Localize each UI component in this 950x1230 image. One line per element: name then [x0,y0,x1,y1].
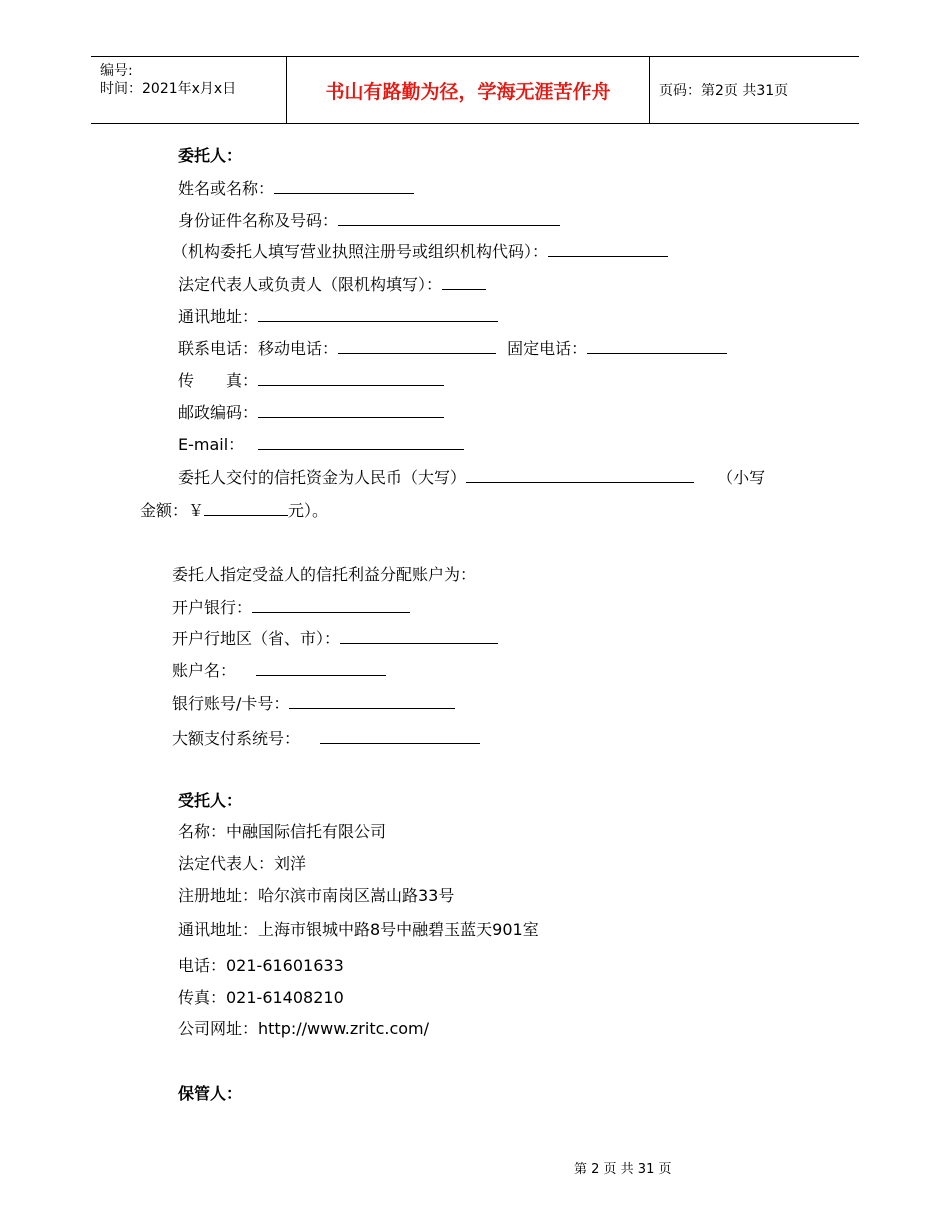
settlor-org-row [172,241,668,262]
settlor-fax-blank[interactable] [258,370,444,386]
beneficiary-bank-row [172,597,410,618]
beneficiary-intro: 委托人指定受益人的信托利益分配账户为： [172,565,477,584]
header-page-info: 页码：第2页 共31页 [659,83,789,99]
settlor-funds-blank[interactable] [466,467,694,483]
page-header [91,56,859,124]
header-meta-cell [91,57,287,123]
beneficiary-payment-system-row [172,728,480,749]
beneficiary-account-name-row [172,660,386,681]
settlor-amount-suffix: 元）。 [288,501,329,520]
settlor-org-note: （机构委托人填写营业执照注册号或组织机构代码）： [172,242,549,261]
settlor-legal-rep-blank[interactable] [442,274,486,290]
settlor-funds-label: 委托人交付的信托资金为人民币（大写） [178,468,467,487]
trustee-registered-address: 注册地址：哈尔滨市南岗区嵩山路33号 [178,886,455,905]
beneficiary-region-row [172,628,498,649]
trustee-heading: 受托人： [178,791,243,810]
settlor-legal-rep-row [178,274,486,295]
beneficiary-payment-system-label: 大额支付系统号： [172,729,301,748]
settlor-postcode-row [178,402,444,423]
settlor-amount-blank[interactable] [204,500,288,516]
settlor-name-label: 姓名或名称： [178,179,275,198]
document-time-label: 时间：2021年x月x日 [100,81,237,97]
trustee-phone: 电话：021-61601633 [178,956,344,975]
beneficiary-account-name-label: 账户名： [172,661,237,680]
trustee-legal-rep: 法定代表人：刘洋 [178,854,307,873]
settlor-landline-blank[interactable] [587,338,727,354]
settlor-fax-label: 传 真： [178,371,259,390]
settlor-amount-prefix: 金额：￥ [140,501,205,520]
settlor-email-row [178,434,464,455]
settlor-heading: 委托人： [178,146,243,165]
settlor-address-row [178,306,498,327]
settlor-name-row [178,178,414,199]
beneficiary-account-name-blank[interactable] [256,660,386,676]
settlor-funds-row [178,467,765,488]
settlor-landline-label: 固定电话： [507,339,588,358]
beneficiary-account-no-label: 银行账号/卡号： [172,694,290,713]
beneficiary-region-blank[interactable] [340,628,498,644]
trustee-mailing-address: 通讯地址：上海市银城中路8号中融碧玉蓝天901室 [178,920,539,939]
settlor-amount-row [140,500,328,521]
settlor-id-row [178,210,560,231]
beneficiary-region-label: 开户行地区（省、市）： [172,629,341,648]
settlor-org-blank[interactable] [548,241,668,257]
settlor-address-blank[interactable] [258,306,498,322]
settlor-postcode-blank[interactable] [258,402,444,418]
beneficiary-payment-system-blank[interactable] [320,728,480,744]
custodian-heading: 保管人： [178,1084,243,1103]
settlor-phone-row [178,338,727,359]
settlor-email-blank[interactable] [258,434,464,450]
settlor-address-label: 通讯地址： [178,307,259,326]
beneficiary-account-no-row [172,693,455,714]
settlor-name-blank[interactable] [274,178,414,194]
trustee-fax: 传真：021-61408210 [178,988,344,1007]
settlor-legal-rep-label: 法定代表人或负责人（限机构填写）： [178,275,443,294]
beneficiary-account-no-blank[interactable] [289,693,455,709]
settlor-id-label: 身份证件名称及号码： [178,211,339,230]
settlor-email-label: E-mail： [178,435,245,454]
settlor-funds-small-label: （小写 [717,468,766,487]
settlor-mobile-blank[interactable] [338,338,496,354]
page-footer: 第 2 页 共 31 页 [574,1162,672,1177]
settlor-mobile-label: 联系电话：移动电话： [178,339,339,358]
settlor-postcode-label: 邮政编码： [178,403,259,422]
trustee-name: 名称：中融国际信托有限公司 [178,822,387,841]
beneficiary-bank-blank[interactable] [252,597,410,613]
beneficiary-bank-label: 开户银行： [172,598,253,617]
settlor-fax-row [178,370,444,391]
header-motto: 书山有路勤为径，学海无涯苦作舟 [287,57,650,123]
trustee-website: 公司网址：http://www.zritc.com/ [178,1019,430,1038]
document-number-label: 编号: [100,63,133,79]
settlor-id-blank[interactable] [338,210,560,226]
